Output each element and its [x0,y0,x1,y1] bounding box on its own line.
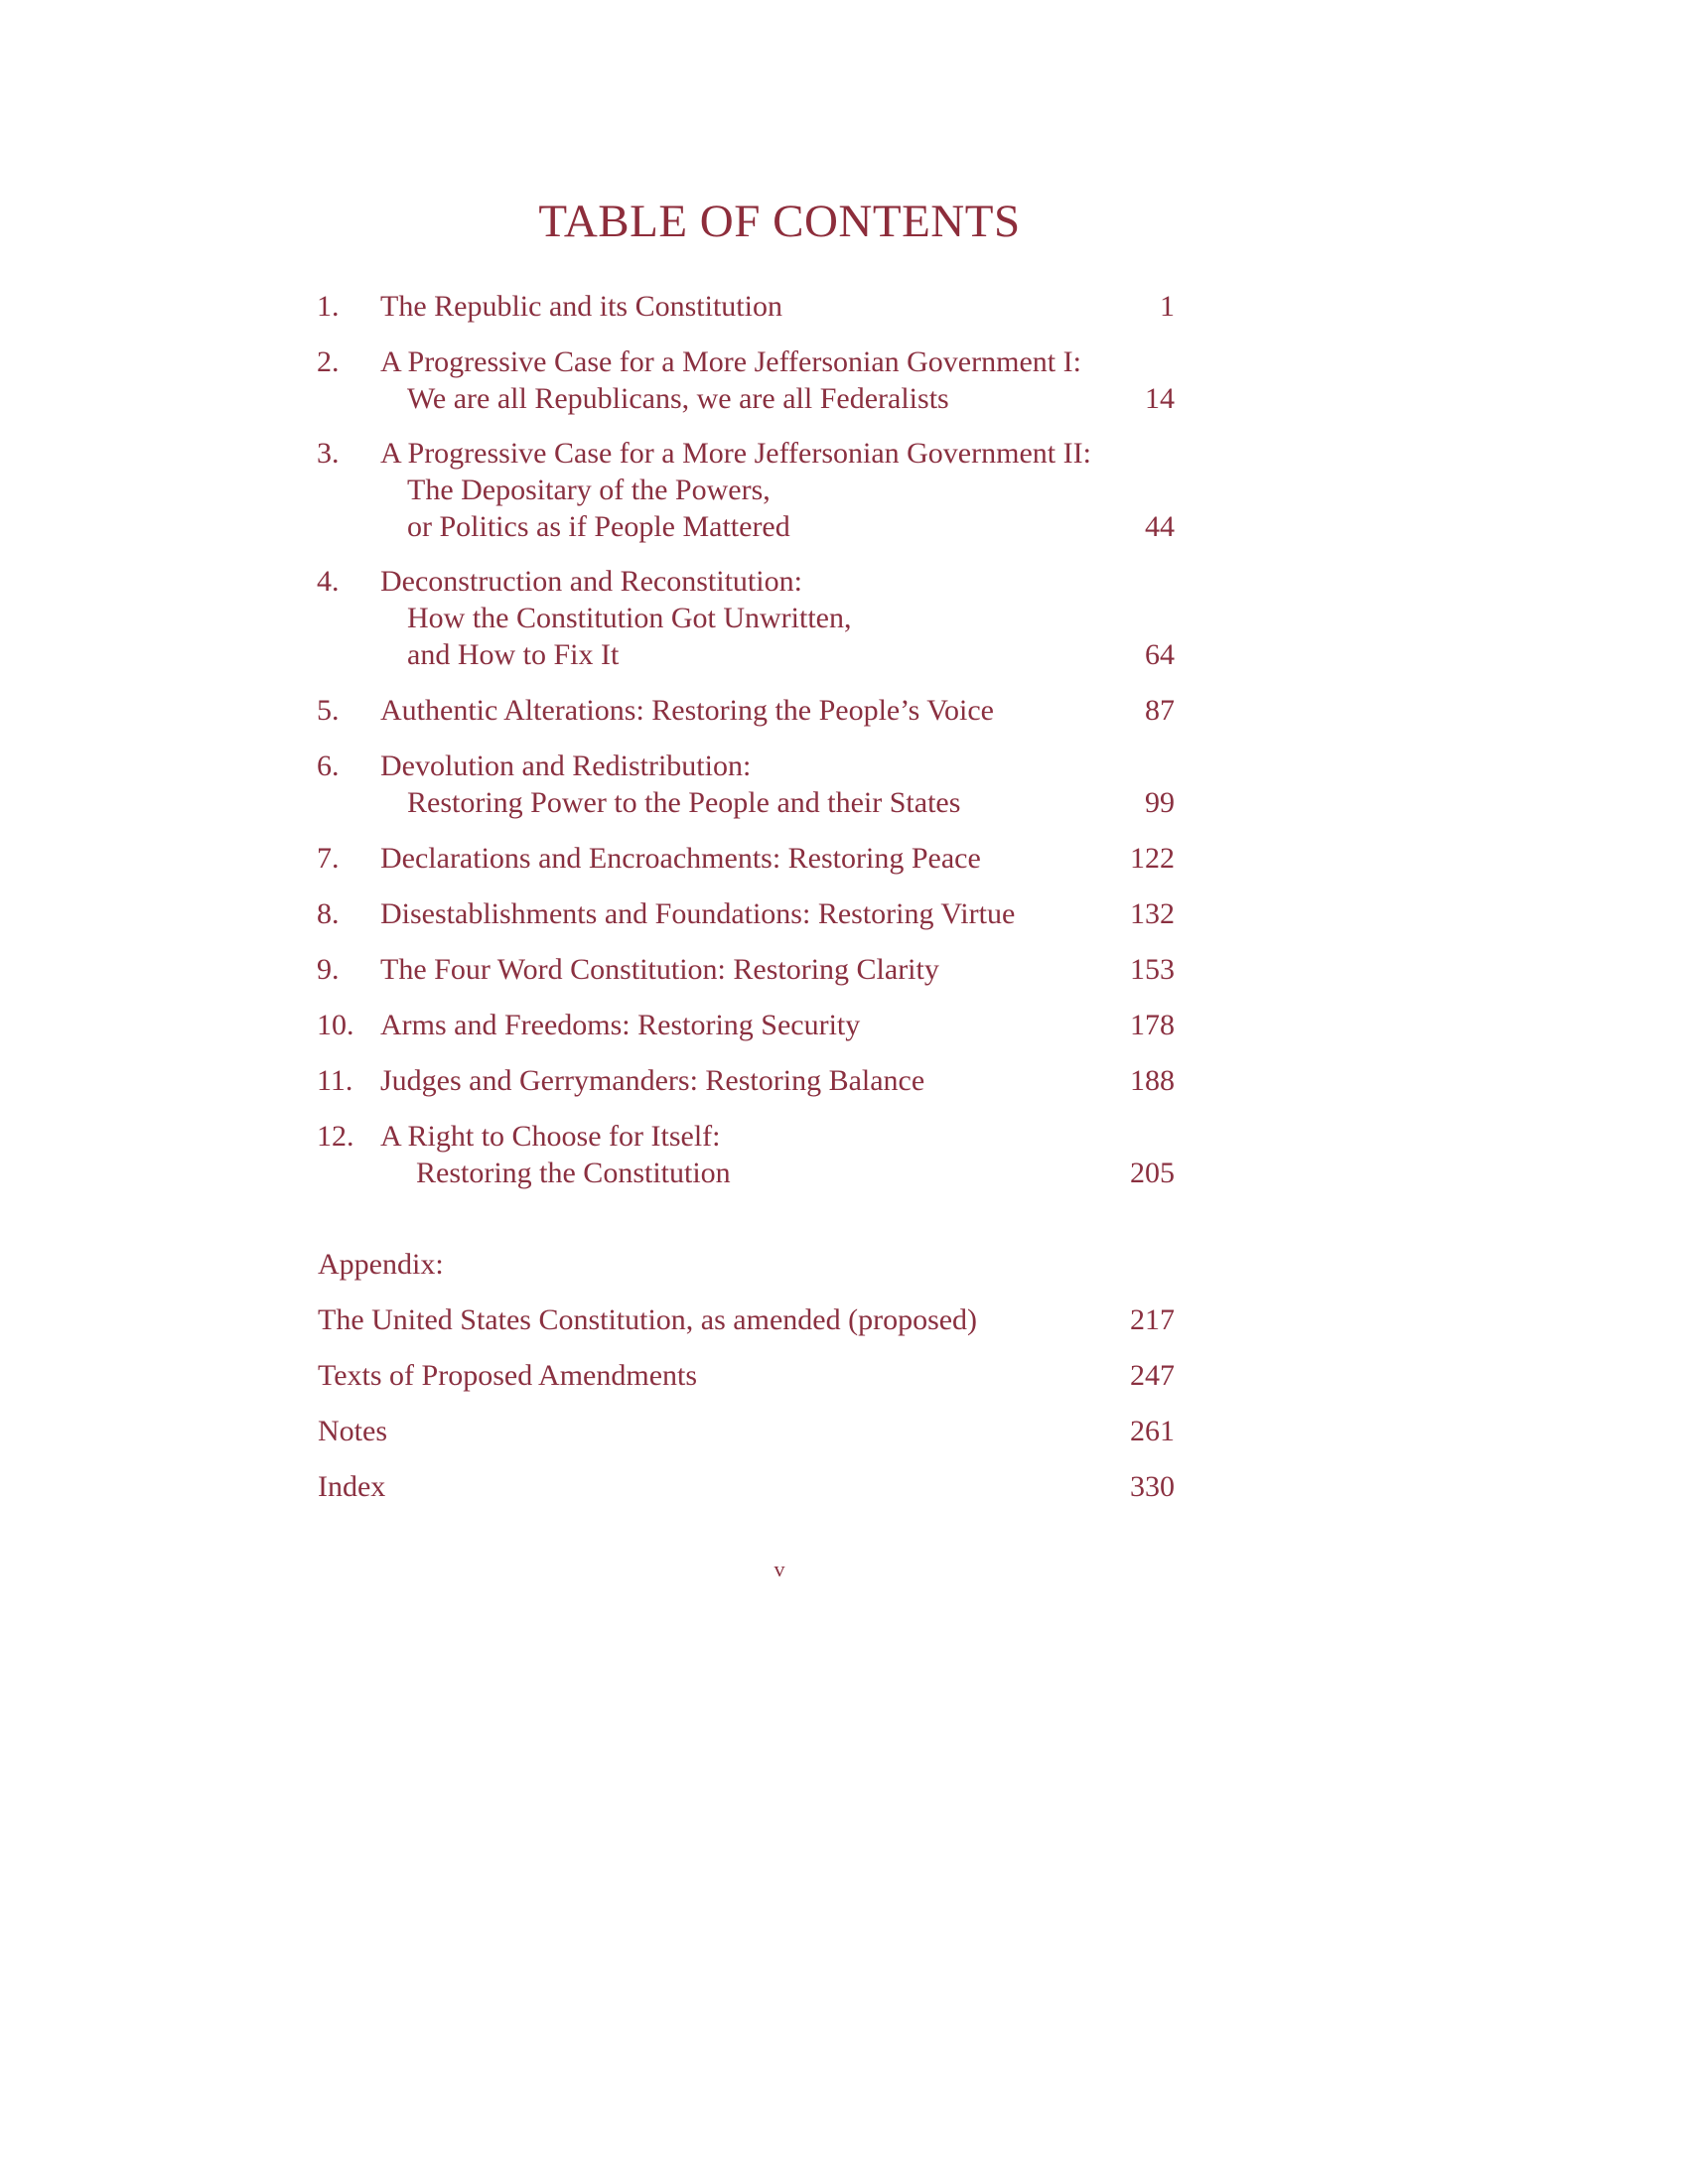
entry-title: The Republic and its Constitution [380,290,782,323]
entry-page: 1 [1160,290,1175,323]
entry-subtitle: or Politics as if People Mattered [407,510,790,543]
entry-title: Disestablishments and Foundations: Restoring Virtue [380,897,1016,930]
entry-subtitle: Restoring Power to the People and their States [407,786,961,819]
entry-title: A Right to Choose for Itself: [380,1120,721,1153]
entry-number: 1. [317,290,340,323]
entry-page: 64 [1145,638,1175,671]
entry-page: 14 [1145,382,1175,415]
entry-number: 4. [317,565,340,598]
entry-title: A Progressive Case for a More Jeffersonian Government I: [380,345,1081,378]
entry-number: 6. [317,750,340,782]
entry-number: 12. [317,1120,354,1153]
entry-subtitle: Restoring the Constitution [416,1157,731,1189]
appendix-item-label: The United States Constitution, as amended (proposed) [318,1303,978,1336]
appendix-item-page: 247 [1130,1359,1175,1392]
entry-number: 5. [317,694,340,727]
entry-title: Deconstruction and Reconstitution: [380,565,802,598]
entry-page: 205 [1130,1157,1175,1189]
page-folio: v [774,1557,785,1581]
entry-subtitle: We are all Republicans, we are all Federalists [407,382,949,415]
entry-title: Judges and Gerrymanders: Restoring Balance [380,1064,925,1097]
entry-number: 2. [317,345,340,378]
appendix-item-label: Texts of Proposed Amendments [318,1359,698,1392]
entry-number: 10. [317,1009,354,1041]
entry-page: 122 [1130,842,1175,875]
appendix-item-page: 330 [1130,1470,1175,1503]
appendix-item-page: 261 [1130,1415,1175,1447]
entry-page: 178 [1130,1009,1175,1041]
appendix-item-label: Notes [318,1415,387,1447]
entry-title: Arms and Freedoms: Restoring Security [380,1009,861,1041]
entry-title: Devolution and Redistribution: [380,750,752,782]
entry-number: 11. [317,1064,353,1097]
appendix-item-page: 217 [1130,1303,1175,1336]
entry-number: 3. [317,437,340,470]
entry-page: 188 [1130,1064,1175,1097]
entry-title: A Progressive Case for a More Jeffersonian Government II: [380,437,1091,470]
entry-number: 7. [317,842,340,875]
entry-subtitle: and How to Fix It [407,638,620,671]
appendix-heading: Appendix: [318,1248,444,1281]
entry-title: Authentic Alterations: Restoring the People’s Voice [380,694,994,727]
entry-subtitle: How the Constitution Got Unwritten, [407,602,852,634]
entry-page: 99 [1145,786,1175,819]
entry-number: 8. [317,897,340,930]
entry-title: The Four Word Constitution: Restoring Clarity [380,953,939,986]
entry-title: Declarations and Encroachments: Restoring Peace [380,842,981,875]
entry-number: 9. [317,953,340,986]
entry-subtitle: The Depositary of the Powers, [407,474,771,506]
page-title: TABLE OF CONTENTS [538,196,1021,247]
entry-page: 87 [1145,694,1175,727]
entry-page: 153 [1130,953,1175,986]
entry-page: 132 [1130,897,1175,930]
appendix-item-label: Index [318,1470,386,1503]
entry-page: 44 [1145,510,1175,543]
